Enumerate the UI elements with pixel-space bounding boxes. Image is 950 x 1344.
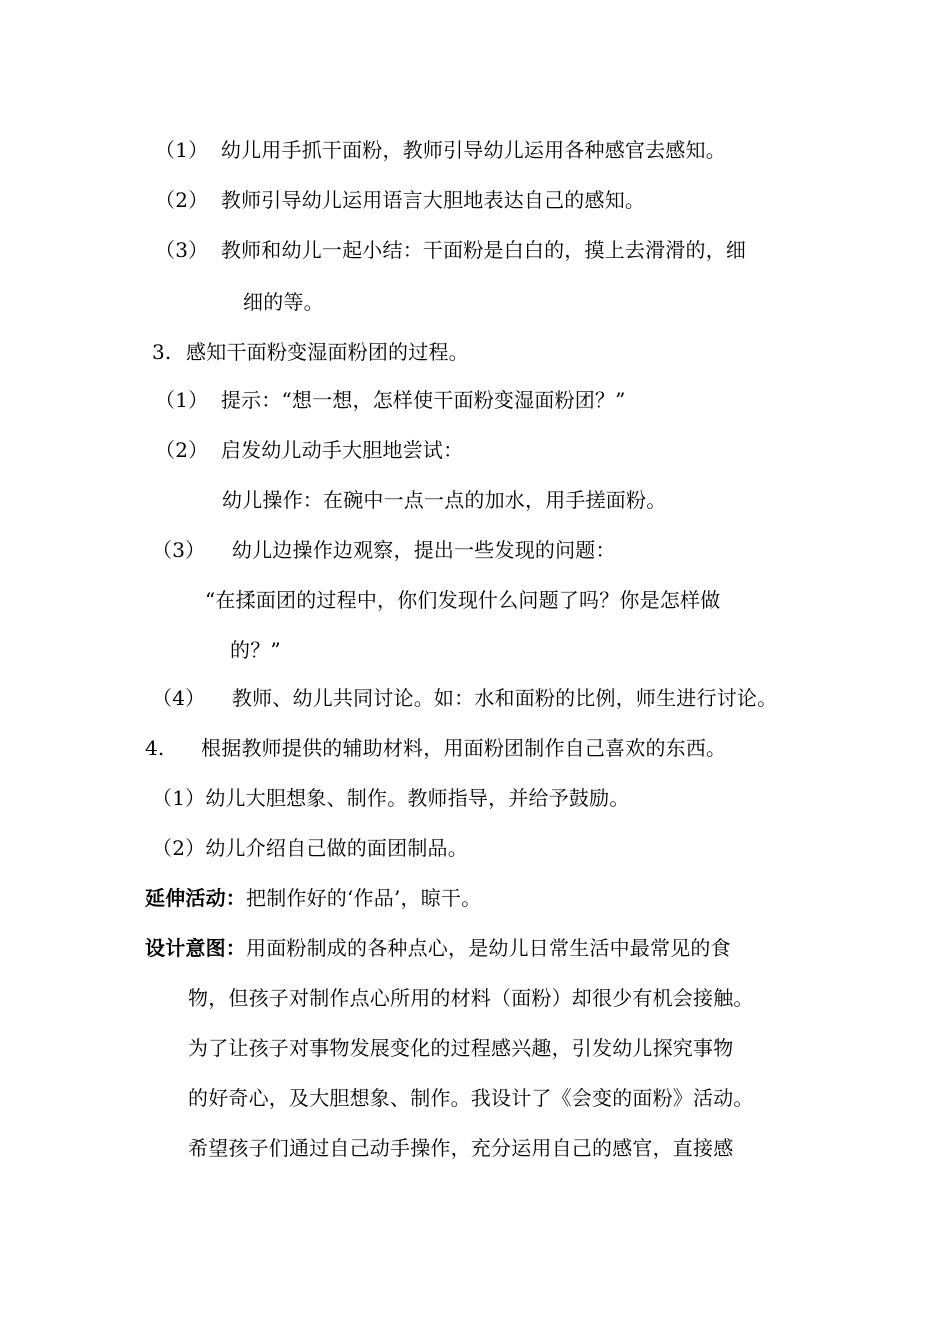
step-3-item-2	[155, 438, 463, 462]
design-intent	[145, 936, 731, 960]
step-title: 感知干面粉变湿面粉团的过程。	[186, 340, 469, 364]
step-3-item-1	[155, 388, 626, 412]
item-text: 幼儿边操作边观察，提出一些发现的问题：	[231, 538, 616, 562]
item-text: 提示：“想一想，怎样使干面粉变湿面粉团？”	[220, 388, 626, 412]
design-intent-line-4: 的好奇心，及大胆想象、制作。我设计了《会变的面粉》活动。	[188, 1086, 754, 1110]
step-title: 根据教师提供的辅助材料，用面粉团制作自己喜欢的东西。	[201, 736, 727, 760]
design-intent-line-2: 物，但孩子对制作点心所用的材料（面粉）却很少有机会接触。	[188, 986, 754, 1010]
question-quote: “在揉面团的过程中，你们发现什么问题了吗？你是怎样做	[205, 588, 721, 612]
step-3-item-3	[152, 538, 616, 562]
item-number: （3）	[152, 538, 206, 562]
step-number: 3.	[152, 340, 172, 364]
item-text: 教师和幼儿一起小结：干面粉是白白的，摸上去滑滑的，细	[220, 238, 747, 262]
step-3-item-4	[152, 686, 777, 710]
item-number: （2）	[155, 438, 209, 462]
section-label: 延伸活动：	[145, 886, 246, 910]
step-4-heading	[145, 736, 726, 760]
item-number: （1）	[155, 388, 209, 412]
item-number: （2）	[155, 188, 209, 212]
item-text: 启发幼儿动手大胆地尝试：	[220, 438, 464, 462]
design-intent-line-5: 希望孩子们通过自己动手操作，充分运用自己的感官，直接感	[188, 1136, 734, 1160]
item-number: （4）	[152, 686, 206, 710]
step-2-item-3-continued: 细的等。	[243, 290, 324, 314]
design-intent-line-3: 为了让孩子对事物发展变化的过程感兴趣，引发幼儿探究事物	[188, 1036, 734, 1060]
step-3-heading	[152, 340, 469, 364]
extension-activity	[145, 886, 481, 910]
section-label: 设计意图：	[145, 936, 246, 960]
item-text: 教师引导幼儿运用语言大胆地表达自己的感知。	[220, 188, 646, 212]
step-2-item-3	[155, 238, 746, 262]
item-number: （1）	[155, 138, 209, 162]
step-4-item-1: （1）幼儿大胆想象、制作。教师指导，并给予鼓励。	[152, 786, 630, 810]
step-4-item-2: （2）幼儿介绍自己做的面团制品。	[152, 836, 468, 860]
step-2-item-1	[155, 138, 726, 162]
section-text: 把制作好的‘作品’，晾干。	[246, 886, 482, 910]
section-text: 用面粉制成的各种点心，是幼儿日常生活中最常见的食	[246, 936, 731, 960]
item-text: 幼儿用手抓干面粉，教师引导幼儿运用各种感官去感知。	[220, 138, 726, 162]
item-text: 教师、幼儿共同讨论。如：水和面粉的比例，师生进行讨论。	[231, 686, 778, 710]
item-number: （3）	[155, 238, 209, 262]
step-2-item-2	[155, 188, 645, 212]
step-3-operation: 幼儿操作：在碗中一点一点的加水，用手搓面粉。	[222, 488, 667, 512]
question-quote-continued: 的？”	[230, 638, 281, 662]
step-number: 4.	[145, 736, 165, 760]
